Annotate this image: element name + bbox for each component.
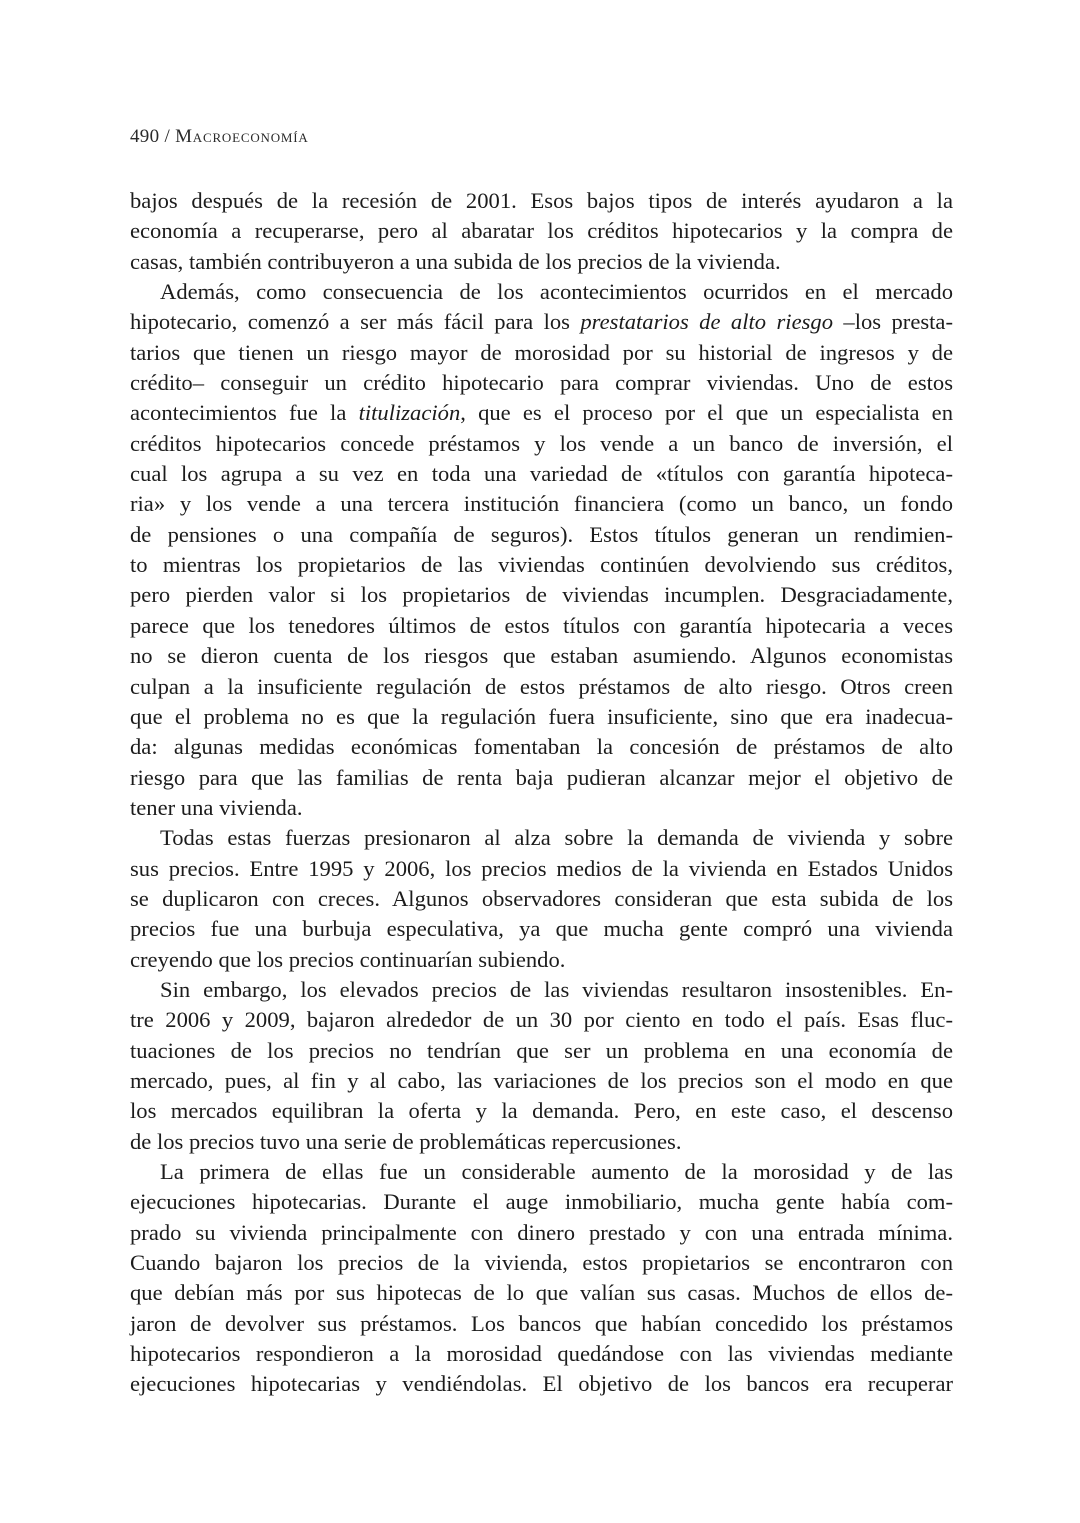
text-line: no se dieron cuenta de los riesgos que estaban asumiendo. Algunos economistas (130, 643, 953, 669)
paragraph (130, 277, 953, 823)
text-run: –los presta- (833, 309, 953, 335)
text-line: cual los agrupa a su vez en toda una variedad de «títulos con garantía hipoteca- (130, 461, 953, 487)
text-line: crédito– conseguir un crédito hipotecario para comprar viviendas. Uno de estos (130, 370, 953, 396)
text-line (130, 307, 953, 337)
text-line (130, 398, 953, 428)
page-number: 490 (130, 126, 160, 147)
text-line: tarios que tienen un riesgo mayor de morosidad por su historial de ingresos y de (130, 339, 953, 365)
text-line: parece que los tenedores últimos de estos títulos con garantía hipotecaria a veces (130, 612, 953, 638)
text-line: tener una vivienda. (130, 794, 303, 820)
text-line: Cuando bajaron los precios de la vivienda, estos propietarios se encontraron con (130, 1250, 953, 1276)
text-line: da: algunas medidas económicas fomentaban la concesión de préstamos de alto (130, 734, 953, 760)
text-line: Sin embargo, los elevados precios de las viviendas resultaron insostenibles. En- (160, 976, 953, 1002)
text-line: se duplicaron con creces. Algunos observadores consideran que esta subida de los (130, 885, 953, 911)
text-line: casas, también contribuyeron a una subida de los precios de la vivienda. (130, 248, 781, 274)
text-line: mercado, pues, al fin y al cabo, las variaciones de los precios son el modo en que (130, 1067, 953, 1093)
text-line: Todas estas fuerzas presionaron al alza sobre la demanda de vivienda y sobre (160, 825, 953, 851)
text-line: tuaciones de los precios no tendrían que ser un problema en una economía de (130, 1037, 953, 1063)
paragraph (130, 975, 953, 1157)
text-run: acontecimientos fue la (130, 400, 359, 426)
text-line: sus precios. Entre 1995 y 2006, los precios medios de la vivienda en Estados Unidos (130, 855, 953, 881)
text-line: creyendo que los precios continuarían subiendo. (130, 946, 566, 972)
text-line: riesgo para que las familias de renta baja pudieran alcanzar mejor el objetivo de (130, 764, 953, 790)
text-line: jaron de devolver sus préstamos. Los bancos que habían concedido los préstamos (130, 1310, 953, 1336)
text-line: prado su vivienda principalmente con dinero prestado y con una entrada mínima. (130, 1219, 953, 1245)
text-line: economía a recuperarse, pero al abaratar los créditos hipotecarios y la compra de (130, 218, 953, 244)
header-separator: / (159, 126, 176, 147)
text-line: La primera de ellas fue un considerable aumento de la morosidad y de las (160, 1159, 953, 1184)
emphasized-term: titulización (358, 400, 461, 426)
text-line: tre 2006 y 2009, bajaron alrededor de un 30 por ciento en todo el país. Esas fluc- (130, 1007, 953, 1033)
text-line: ejecuciones hipotecarias. Durante el auge inmobiliario, mucha gente había com- (130, 1189, 953, 1215)
text-line: que debían más por sus hipotecas de lo que valían sus casas. Muchos de ellos de- (130, 1280, 953, 1306)
text-line: ejecuciones hipotecarias y vendiéndolas. El objetivo de los bancos era recuperar (130, 1371, 953, 1397)
text-line: culpan a la insuficiente regulación de estos préstamos de alto riesgo. Otros creen (130, 673, 953, 699)
text-line: de los precios tuvo una serie de problemáticas repercusiones. (130, 1128, 682, 1154)
text-line: pero pierden valor si los propietarios de viviendas incumplen. Desgraciadamente, (130, 582, 953, 608)
text-line: hipotecarios respondieron a la morosidad quedándose con las viviendas mediante (130, 1341, 953, 1367)
text-line: que el problema no es que la regulación fuera insuficiente, sino que era inadecua- (130, 703, 953, 729)
text-line: créditos hipotecarios concede préstamos y los vende a un banco de inversión, el (130, 430, 953, 456)
running-title: Macroeconomía (175, 126, 309, 147)
text-line: Además, como consecuencia de los acontecimientos ocurridos en el mercado (160, 279, 953, 305)
emphasized-term: prestatarios de alto riesgo (580, 309, 833, 335)
text-line: los mercados equilibran la oferta y la demanda. Pero, en este caso, el descenso (130, 1098, 953, 1124)
text-line: precios fue una burbuja especulativa, ya que mucha gente compró una vivienda (130, 916, 953, 942)
text-line: bajos después de la recesión de 2001. Esos bajos tipos de interés ayudaron a la (130, 188, 953, 213)
body-text (130, 186, 953, 1400)
paragraph (130, 186, 953, 277)
text-run: hipotecario, comenzó a ser más fácil para los (130, 309, 581, 335)
running-header (130, 126, 309, 148)
paragraph (130, 823, 953, 975)
text-line: de pensiones o una compañía de seguros). Estos títulos generan un rendimien- (130, 521, 953, 547)
text-line: to mientras los propietarios de las viviendas continúen devolviendo sus créditos, (130, 552, 953, 578)
text-line: ria» y los vende a una tercera institución financiera (como un banco, un fondo (130, 491, 953, 517)
paragraph (130, 1157, 953, 1400)
text-run: , que es el proceso por el que un especialista en (460, 400, 953, 426)
